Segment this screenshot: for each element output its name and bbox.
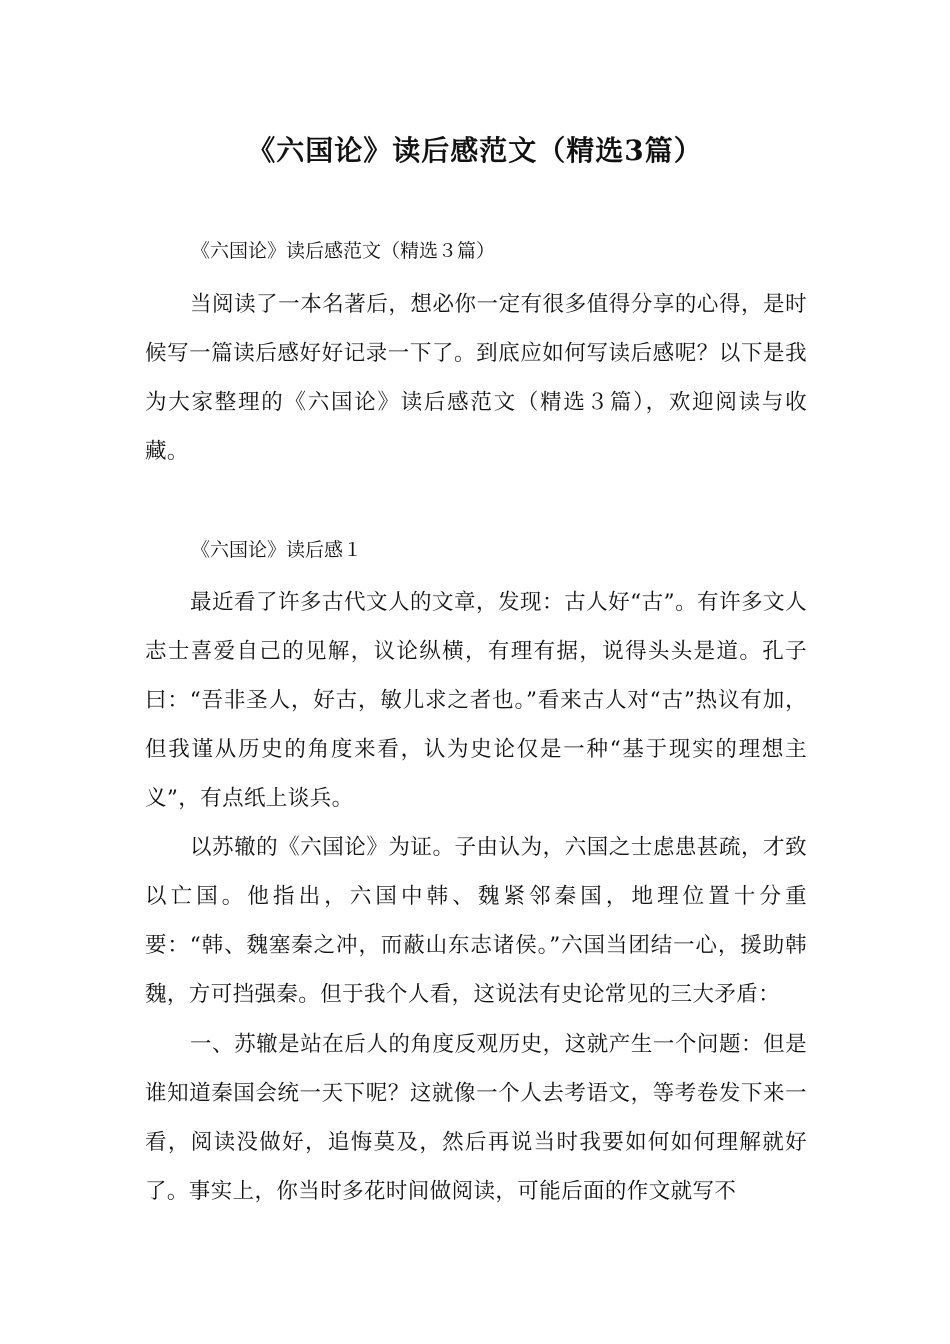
- section1-paragraph-2: 以苏辙的《六国论》为证。子由认为，六国之士虑患甚疏，才致以亡国。他指出，六国中韩、魏紧邻秦国，地理位置十分重要：“韩、魏塞秦之冲，而蔽山东志诸侯。”六国当团结一心，援助韩魏，方可挡强秦。但于我个人看，这说法有史论常见的三大矛盾：: [145, 835, 807, 1007]
- document-title: 《六国论》读后感范文（精选3篇）: [247, 134, 703, 167]
- section1-paragraph-3: 一、苏辙是站在后人的角度反观历史，这就产生一个问题：但是谁知道秦国会统一天下呢？这就像一个人去考语文，等考卷发下来一看，阅读没做好，追悔莫及，然后再说当时我要如何如何理解就好了。事实上，你当时多花时间做阅读，可能后面的作文就写不: [145, 1032, 807, 1204]
- document-subtitle: 《六国论》读后感范文（精选３篇）: [191, 240, 496, 262]
- intro-paragraph: 当阅读了一本名著后，想必你一定有很多值得分享的心得，是时候写一篇读后感好好记录一下了。到底应如何写读后感呢？以下是我为大家整理的《六国论》读后感范文（精选３篇），欢迎阅读与收藏。: [145, 292, 807, 464]
- section1-paragraph-1: 最近看了许多古代文人的文章，发现：古人好“古”。有许多文人志士喜爱自己的见解，议论纵横，有理有据，说得头头是道。孔子曰：“吾非圣人，好古，敏儿求之者也。”看来古人对“古”热议有加，但我谨从历史的角度来看，认为史论仅是一种“基于现实的理想主义”，有点纸上谈兵。: [145, 590, 807, 811]
- section-heading-1: 《六国论》读后感１: [191, 539, 363, 561]
